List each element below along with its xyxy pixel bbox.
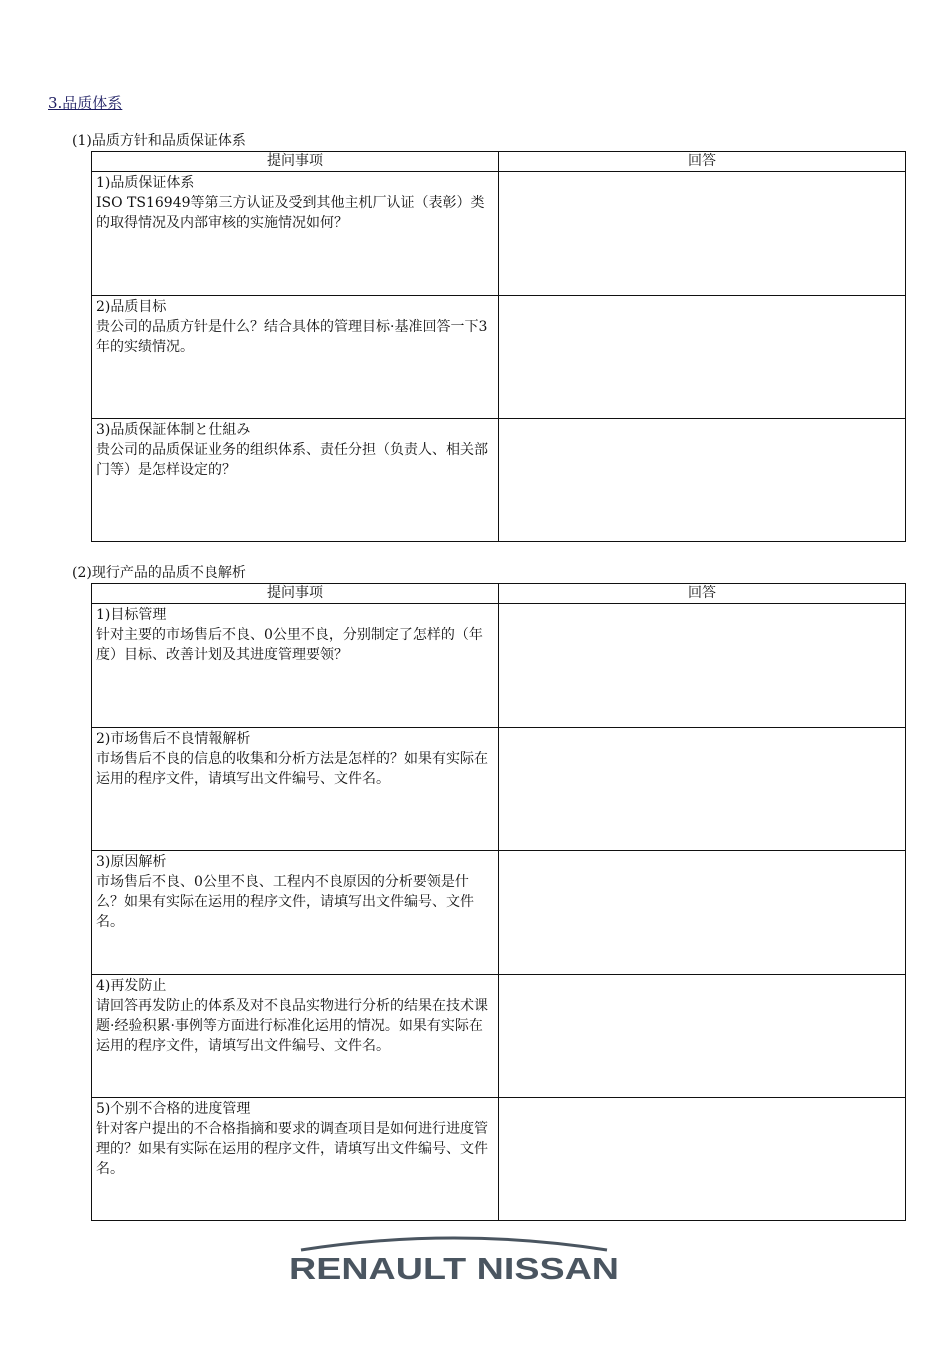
question-title: 4)再发防止: [96, 978, 167, 994]
defect-analysis-table: [91, 583, 906, 1221]
question-body: 针对客户提出的不合格指摘和要求的调查项目是如何进行进度管理的？如果有实际在运用的程序文件，请填写出文件编号、文件名。: [96, 1121, 488, 1177]
question-title: 2)品质目标: [96, 299, 167, 315]
table-row: [92, 296, 906, 419]
answer-cell[interactable]: [499, 419, 906, 542]
question-cell: [92, 172, 499, 296]
question-cell: [92, 1098, 499, 1221]
table-row: [92, 728, 906, 851]
renault-nissan-logo: [287, 1228, 621, 1288]
question-body: 贵公司的品质方针是什么？结合具体的管理目标·基准回答一下3年的实绩情况。: [96, 319, 488, 355]
subsection-title-defect-analysis: (2)现行产品的品质不良解析: [72, 565, 246, 581]
table-header-row: [92, 152, 906, 172]
question-title: 3)品质保証体制と仕組み: [96, 422, 251, 438]
question-cell: [92, 851, 499, 975]
question-cell: [92, 296, 499, 419]
header-question: 提问事项: [92, 584, 499, 604]
table-row: [92, 172, 906, 296]
question-body: 贵公司的品质保证业务的组织体系、责任分担（负责人、相关部门等）是怎样设定的？: [96, 442, 488, 478]
question-body: ISO TS16949等第三方认证及受到其他主机厂认证（表彰）类的取得情况及内部审核的实施情况如何？: [96, 195, 485, 231]
table-row: [92, 851, 906, 975]
question-title: 5)个别不合格的进度管理: [96, 1101, 251, 1117]
header-answer: 回答: [499, 584, 906, 604]
answer-cell[interactable]: [499, 728, 906, 851]
logo-arc: [301, 1238, 607, 1250]
answer-cell[interactable]: [499, 1098, 906, 1221]
table-row: [92, 604, 906, 728]
question-body: 市场售后不良的信息的收集和分析方法是怎样的？如果有实际在运用的程序文件，请填写出文件编号、文件名。: [96, 751, 488, 787]
section-title: 3.品质体系: [48, 94, 123, 112]
answer-cell[interactable]: [499, 604, 906, 728]
question-cell: [92, 419, 499, 542]
question-body: 市场售后不良、0公里不良、工程内不良原因的分析要领是什么？如果有实际在运用的程序文件，请填写出文件编号、文件名。: [96, 874, 474, 930]
header-question: 提问事项: [92, 152, 499, 172]
question-title: 2)市场售后不良情報解析: [96, 731, 251, 747]
question-cell: [92, 728, 499, 851]
subsection-title-quality-policy: (1)品质方针和品质保证体系: [72, 133, 246, 149]
table-row: [92, 1098, 906, 1221]
question-title: 1)目标管理: [96, 607, 167, 623]
logo-text: RENAULT NISSAN: [289, 1251, 619, 1286]
question-cell: [92, 604, 499, 728]
table-row: [92, 975, 906, 1098]
answer-cell[interactable]: [499, 296, 906, 419]
question-body: 请回答再发防止的体系及对不良品实物进行分析的结果在技术课题·经验积累·事例等方面进行标准化运用的情况。如果有实际在运用的程序文件，请填写出文件编号、文件名。: [96, 998, 488, 1054]
table-row: [92, 419, 906, 542]
answer-cell[interactable]: [499, 851, 906, 975]
quality-policy-table: [91, 151, 906, 542]
answer-cell[interactable]: [499, 975, 906, 1098]
header-answer: 回答: [499, 152, 906, 172]
table-header-row: [92, 584, 906, 604]
question-title: 1)品质保证体系: [96, 175, 195, 191]
question-title: 3)原因解析: [96, 854, 167, 870]
question-body: 针对主要的市场售后不良、0公里不良，分别制定了怎样的（年度）目标、改善计划及其进度管理要领？: [96, 627, 483, 663]
question-cell: [92, 975, 499, 1098]
answer-cell[interactable]: [499, 172, 906, 296]
